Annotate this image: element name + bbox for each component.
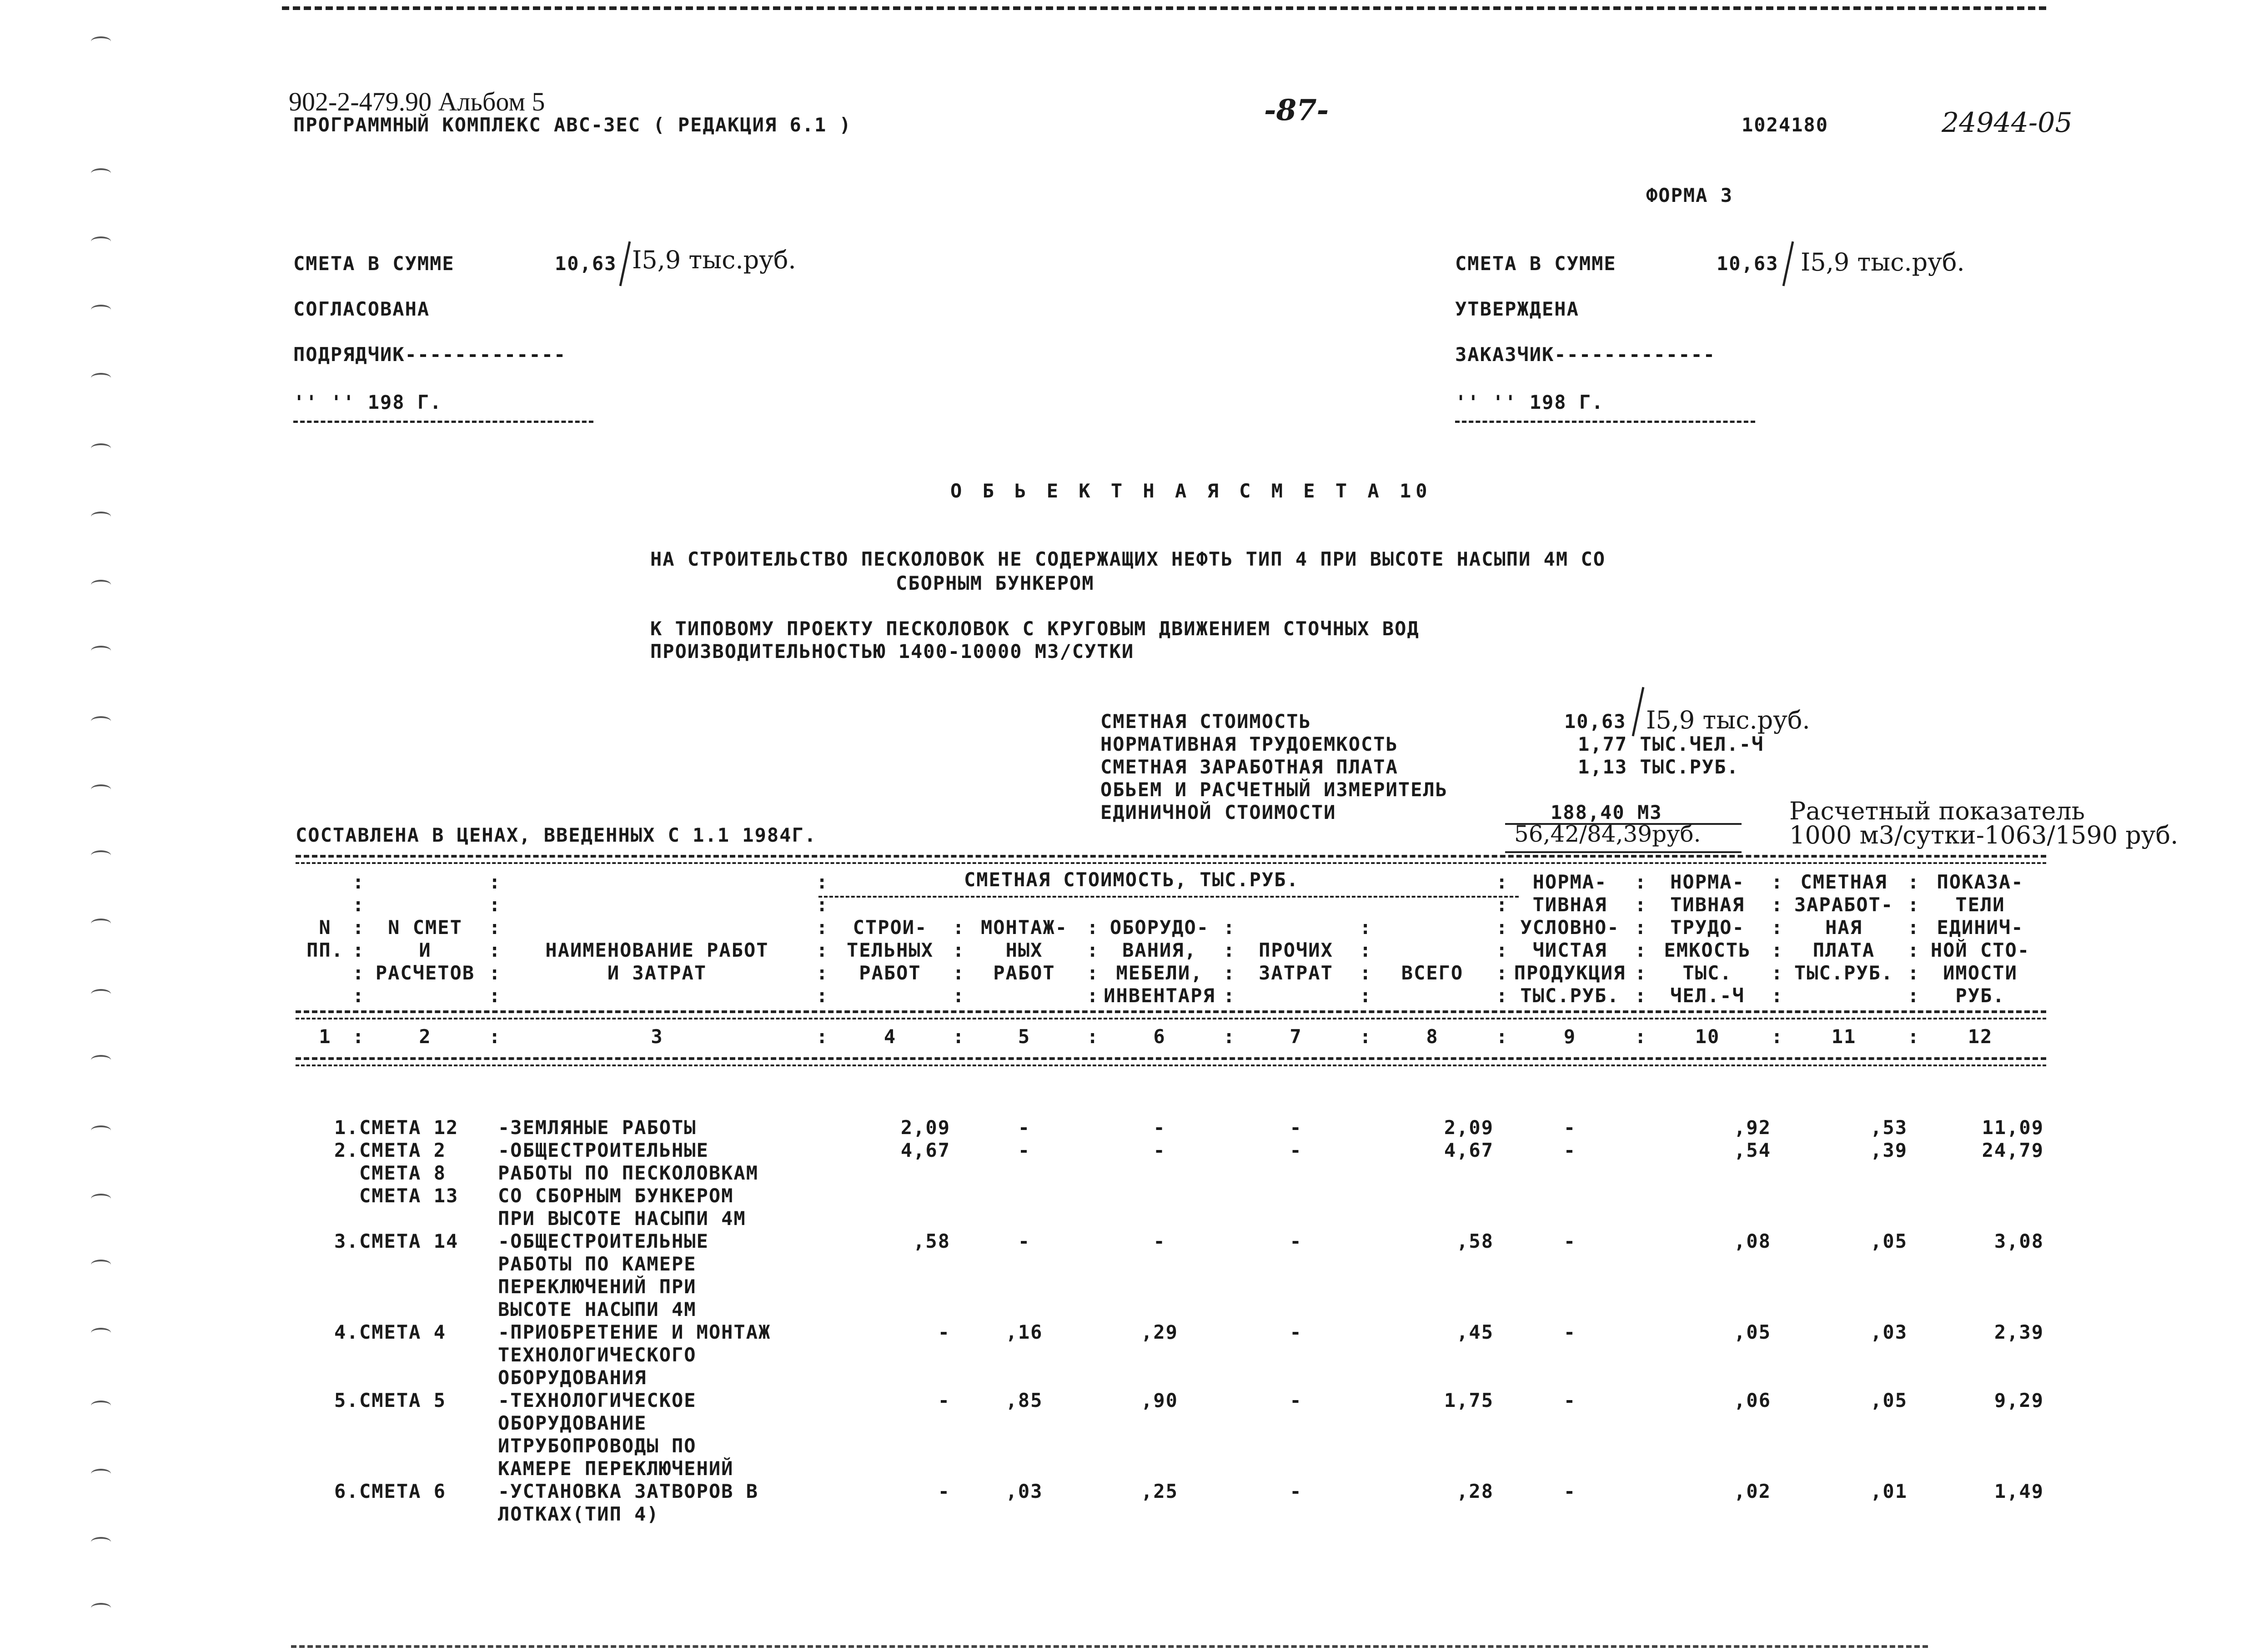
table-cell-name: -ОБЩЕСТРОИТЕЛЬНЫЕ РАБОТЫ ПО ПЕСКОЛОВКАМ СО СБОРНЫМ БУНКЕРОМ ПРИ ВЫСОТЕ НАСЫПИ 4М [498, 1139, 759, 1230]
table-cell-c10: ,02 [1734, 1480, 1771, 1502]
title-line-3: К ТИПОВОМУ ПРОЕКТУ ПЕСКОЛОВОК С КРУГОВЫМ ДВИЖЕНИЕМ СТОЧНЫХ ВОД [650, 618, 1420, 640]
col-header-5: МОНТАЖ- НЫХ РАБОТ [980, 916, 1068, 984]
table-cell-c8: ,45 [1456, 1321, 1494, 1343]
table-cell-c7: - [1290, 1230, 1302, 1252]
table-cell-c6: ,29 [1141, 1321, 1178, 1343]
title-line-2: СБОРНЫМ БУНКЕРОМ [896, 572, 1094, 594]
col-header-8: ВСЕГО [1401, 962, 1464, 984]
table-cell-name: -ОБЩЕСТРОИТЕЛЬНЫЕ РАБОТЫ ПО КАМЕРЕ ПЕРЕКЛЮЧЕНИЙ ПРИ ВЫСОТЕ НАСЫПИ 4М [498, 1230, 709, 1321]
col-header-2: N СМЕТ И РАСЧЕТОВ [375, 916, 475, 984]
table-cell-c6: - [1153, 1139, 1166, 1161]
wage-label: СМЕТНАЯ ЗАРАБОТНАЯ ПЛАТА [1100, 756, 1398, 778]
col-header-12: ПОКАЗА- ТЕЛИ ЕДИНИЧ- НОЙ СТО- ИМОСТИ РУБ. [1930, 871, 2030, 1007]
table-cell-c5: - [1018, 1139, 1031, 1161]
table-cell-c12: 1,49 [1994, 1480, 2044, 1502]
album-reference: 902-2-479.90 Альбом 5 [289, 87, 545, 116]
table-cell-n: 6. [334, 1480, 359, 1502]
agreement-status: СОГЛАСОВАНА [293, 298, 430, 320]
col-header-6: ОБОРУДО- ВАНИЯ, МЕБЕЛИ, ИНВЕНТАРЯ [1104, 916, 1215, 1007]
col-num: 8 [1426, 1025, 1439, 1048]
customer-signature-line: ЗАКАЗЧИК------------- [1455, 343, 1716, 366]
cost-value: 10,63 [1564, 710, 1626, 733]
table-cell-c7: - [1290, 1321, 1302, 1343]
volume-label-1: ОБЬЕМ И РАСЧЕТНЫЙ ИЗМЕРИТЕЛЬ [1100, 778, 1448, 801]
number-row-rule-2 [296, 1065, 2046, 1066]
date-underline [293, 421, 593, 423]
col-num: 5 [1018, 1025, 1031, 1048]
col-num: 12 [1968, 1025, 1993, 1048]
volume-value: 188,40 М3 [1551, 801, 1662, 823]
table-cell-c10: ,05 [1734, 1321, 1771, 1343]
table-cell-c11: ,05 [1870, 1389, 1908, 1411]
table-cell-c11: ,01 [1870, 1480, 1908, 1502]
table-cell-c11: ,53 [1870, 1116, 1908, 1139]
table-cell-c8: ,58 [1456, 1230, 1494, 1252]
table-cell-c10: ,08 [1734, 1230, 1771, 1252]
table-cell-c6: ,25 [1141, 1480, 1178, 1502]
table-cell-smeta: СМЕТА 5 [359, 1389, 447, 1411]
unit-cost-underline [1505, 851, 1742, 853]
col-header-11: СМЕТНАЯ ЗАРАБОТ- НАЯ ПЛАТА ТЫС.РУБ. [1794, 871, 1894, 984]
calculated-indicator-value: 1000 м3/сутки-1063/1590 руб. [1789, 821, 2179, 849]
bottom-edge-perforation [291, 1645, 1928, 1648]
table-top-rule [296, 855, 2046, 858]
table-cell-c11: ,39 [1870, 1139, 1908, 1161]
table-cell-c6: - [1153, 1116, 1166, 1139]
document-title: О Б Ь Е К Т Н А Я С М Е Т А 10 [950, 480, 1432, 502]
table-cell-name: -ПРИОБРЕТЕНИЕ И МОНТАЖ ТЕХНОЛОГИЧЕСКОГО ОБОРУДОВАНИЯ [498, 1321, 771, 1389]
col-header-3: НАИМЕНОВАНИЕ РАБОТ И ЗАТРАТ [545, 939, 769, 984]
table-cell-c9: - [1563, 1139, 1576, 1161]
labor-label: НОРМАТИВНАЯ ТРУДОЕМКОСТЬ [1100, 733, 1398, 755]
table-header-rule [296, 862, 2046, 864]
table-cell-c4: - [938, 1321, 950, 1343]
table-cell-c5: ,03 [1005, 1480, 1043, 1502]
table-cell-c5: ,85 [1005, 1389, 1043, 1411]
table-cell-c5: - [1018, 1230, 1031, 1252]
table-cell-c9: - [1563, 1389, 1576, 1411]
col-num: 2 [419, 1025, 432, 1048]
sum-value: 10,63 [555, 252, 617, 275]
table-cell-c9: - [1563, 1230, 1576, 1252]
table-cell-n: 4. [334, 1321, 359, 1343]
table-cell-c7: - [1290, 1139, 1302, 1161]
table-cell-c7: - [1290, 1480, 1302, 1502]
col-num: 6 [1153, 1025, 1166, 1048]
table-cell-c8: ,28 [1456, 1480, 1494, 1502]
title-line-1: НА СТРОИТЕЛЬСТВО ПЕСКОЛОВОК НЕ СОДЕРЖАЩИХ НЕФТЬ ТИП 4 ПРИ ВЫСОТЕ НАСЫПИ 4М СО [650, 548, 1606, 570]
table-cell-c7: - [1290, 1116, 1302, 1139]
number-row-rule [296, 1057, 2046, 1060]
col-num: 4 [884, 1025, 897, 1048]
group-header-rule [818, 896, 1519, 898]
table-cell-c6: ,90 [1141, 1389, 1178, 1411]
col-num: 10 [1695, 1025, 1720, 1048]
page-number: -87- [1264, 93, 1329, 127]
labor-value: 1,77 ТЫС.ЧЕЛ.-Ч [1578, 733, 1764, 755]
table-cell-c8: 2,09 [1444, 1116, 1494, 1139]
title-line-4: ПРОИЗВОДИТЕЛЬНОСТЬЮ 1400-10000 М3/СУТКИ [650, 640, 1135, 663]
col-num: 7 [1290, 1025, 1302, 1048]
handwritten-sum: I5,9 тыс.руб. [632, 246, 796, 274]
date-underline [1455, 421, 1755, 423]
col-header-4: СТРОИ- ТЕЛЬНЫХ РАБОТ [846, 916, 934, 984]
table-cell-n: 2. [334, 1139, 359, 1161]
table-cell-c11: ,05 [1870, 1230, 1908, 1252]
contractor-signature-line: ПОДРЯДЧИК------------- [293, 343, 567, 366]
col-header-10: НОРМА- ТИВНАЯ ТРУДО- ЕМКОСТЬ ТЫС. ЧЕЛ.-Ч [1664, 871, 1751, 1007]
group-header: СМЕТНАЯ СТОИМОСТЬ, ТЫС.РУБ. [964, 869, 1299, 891]
table-cell-c10: ,92 [1734, 1116, 1771, 1139]
table-cell-c12: 2,39 [1994, 1321, 2044, 1343]
table-cell-n: 3. [334, 1230, 359, 1252]
table-cell-c9: - [1563, 1321, 1576, 1343]
sum-label: СМЕТА В СУММЕ [1455, 252, 1616, 275]
document-code: 1024180 [1742, 114, 1829, 136]
archive-number: 24944-05 [1942, 107, 2073, 139]
header-bottom-rule-2 [296, 1018, 2046, 1019]
table-cell-c6: - [1153, 1230, 1166, 1252]
table-cell-c4: ,58 [913, 1230, 950, 1252]
col-num: 1 [319, 1025, 331, 1048]
table-cell-c4: - [938, 1389, 950, 1411]
prices-note: СОСТАВЛЕНА В ЦЕНАХ, ВВЕДЕННЫХ С 1.1 1984Г. [296, 824, 817, 846]
unit-cost-handwritten: 56,42/84,39руб. [1514, 821, 1701, 847]
table-cell-c10: ,54 [1734, 1139, 1771, 1161]
table-cell-c5: ,16 [1005, 1321, 1043, 1343]
calculated-indicator-label: Расчетный показатель [1789, 797, 2085, 825]
volume-label-2: ЕДИНИЧНОЙ СТОИМОСТИ [1100, 801, 1336, 823]
table-cell-c12: 11,09 [1982, 1116, 2044, 1139]
table-cell-c12: 24,79 [1982, 1139, 2044, 1161]
col-num: 11 [1831, 1025, 1857, 1048]
handwritten-slash [619, 241, 631, 286]
col-num: 9 [1563, 1025, 1576, 1048]
table-cell-c5: - [1018, 1116, 1031, 1139]
sum-value: 10,63 [1717, 252, 1779, 275]
table-cell-smeta: СМЕТА 6 [359, 1480, 447, 1502]
table-cell-c12: 3,08 [1994, 1230, 2044, 1252]
table-cell-c7: - [1290, 1389, 1302, 1411]
table-cell-c9: - [1563, 1116, 1576, 1139]
program-line: ПРОГРАММНЫЙ КОМПЛЕКС АВС-3ЕС ( РЕДАКЦИЯ 6.1 ) [293, 114, 852, 136]
handwritten-sum: I5,9 тыс.руб. [1801, 248, 1965, 276]
date-line: '' '' 198 Г. [1455, 391, 1604, 413]
table-cell-c12: 9,29 [1994, 1389, 2044, 1411]
table-cell-name: -ЗЕМЛЯНЫЕ РАБОТЫ [498, 1116, 697, 1139]
table-cell-c9: - [1563, 1480, 1576, 1502]
col-header-7: ПРОЧИХ ЗАТРАТ [1259, 939, 1333, 984]
col-num: 3 [651, 1025, 663, 1048]
table-cell-c8: 4,67 [1444, 1139, 1494, 1161]
table-cell-c10: ,06 [1734, 1389, 1771, 1411]
col-header-9: НОРМА- ТИВНАЯ УСЛОВНО- ЧИСТАЯ ПРОДУКЦИЯ ТЫС.РУБ. [1514, 871, 1626, 1007]
table-cell-n: 5. [334, 1389, 359, 1411]
table-cell-name: -ТЕХНОЛОГИЧЕСКОЕ ОБОРУДОВАНИЕ ИТРУБОПРОВОДЫ ПО КАМЕРЕ ПЕРЕКЛЮЧЕНИЙ [498, 1389, 734, 1480]
table-cell-c11: ,03 [1870, 1321, 1908, 1343]
header-bottom-rule [296, 1010, 2046, 1013]
table-cell-c4: 4,67 [900, 1139, 950, 1161]
handwritten-slash [1782, 241, 1794, 286]
col-header-1: N ПП. [306, 916, 344, 961]
table-cell-smeta: СМЕТА 4 [359, 1321, 447, 1343]
table-cell-smeta: СМЕТА 14 [359, 1230, 459, 1252]
approval-status: УТВЕРЖДЕНА [1455, 298, 1579, 320]
wage-value: 1,13 ТЫС.РУБ. [1578, 756, 1739, 778]
table-cell-smeta: СМЕТА 12 [359, 1116, 459, 1139]
cost-label: СМЕТНАЯ СТОИМОСТЬ [1100, 710, 1311, 733]
handwritten-slash [1632, 687, 1645, 737]
cost-handwritten: I5,9 тыс.руб. [1646, 706, 1810, 734]
table-cell-smeta: СМЕТА 2 СМЕТА 8 СМЕТА 13 [359, 1139, 459, 1207]
table-cell-n: 1. [334, 1116, 359, 1139]
form-label: ФОРМА 3 [1646, 184, 1733, 206]
sum-label: СМЕТА В СУММЕ [293, 252, 455, 275]
top-edge-perforation [282, 6, 2046, 10]
table-cell-name: -УСТАНОВКА ЗАТВОРОВ В ЛОТКАХ(ТИП 4) [498, 1480, 759, 1525]
table-cell-c4: 2,09 [900, 1116, 950, 1139]
table-cell-c4: - [938, 1480, 950, 1502]
date-line: '' '' 198 Г. [293, 391, 442, 413]
table-cell-c8: 1,75 [1444, 1389, 1494, 1411]
